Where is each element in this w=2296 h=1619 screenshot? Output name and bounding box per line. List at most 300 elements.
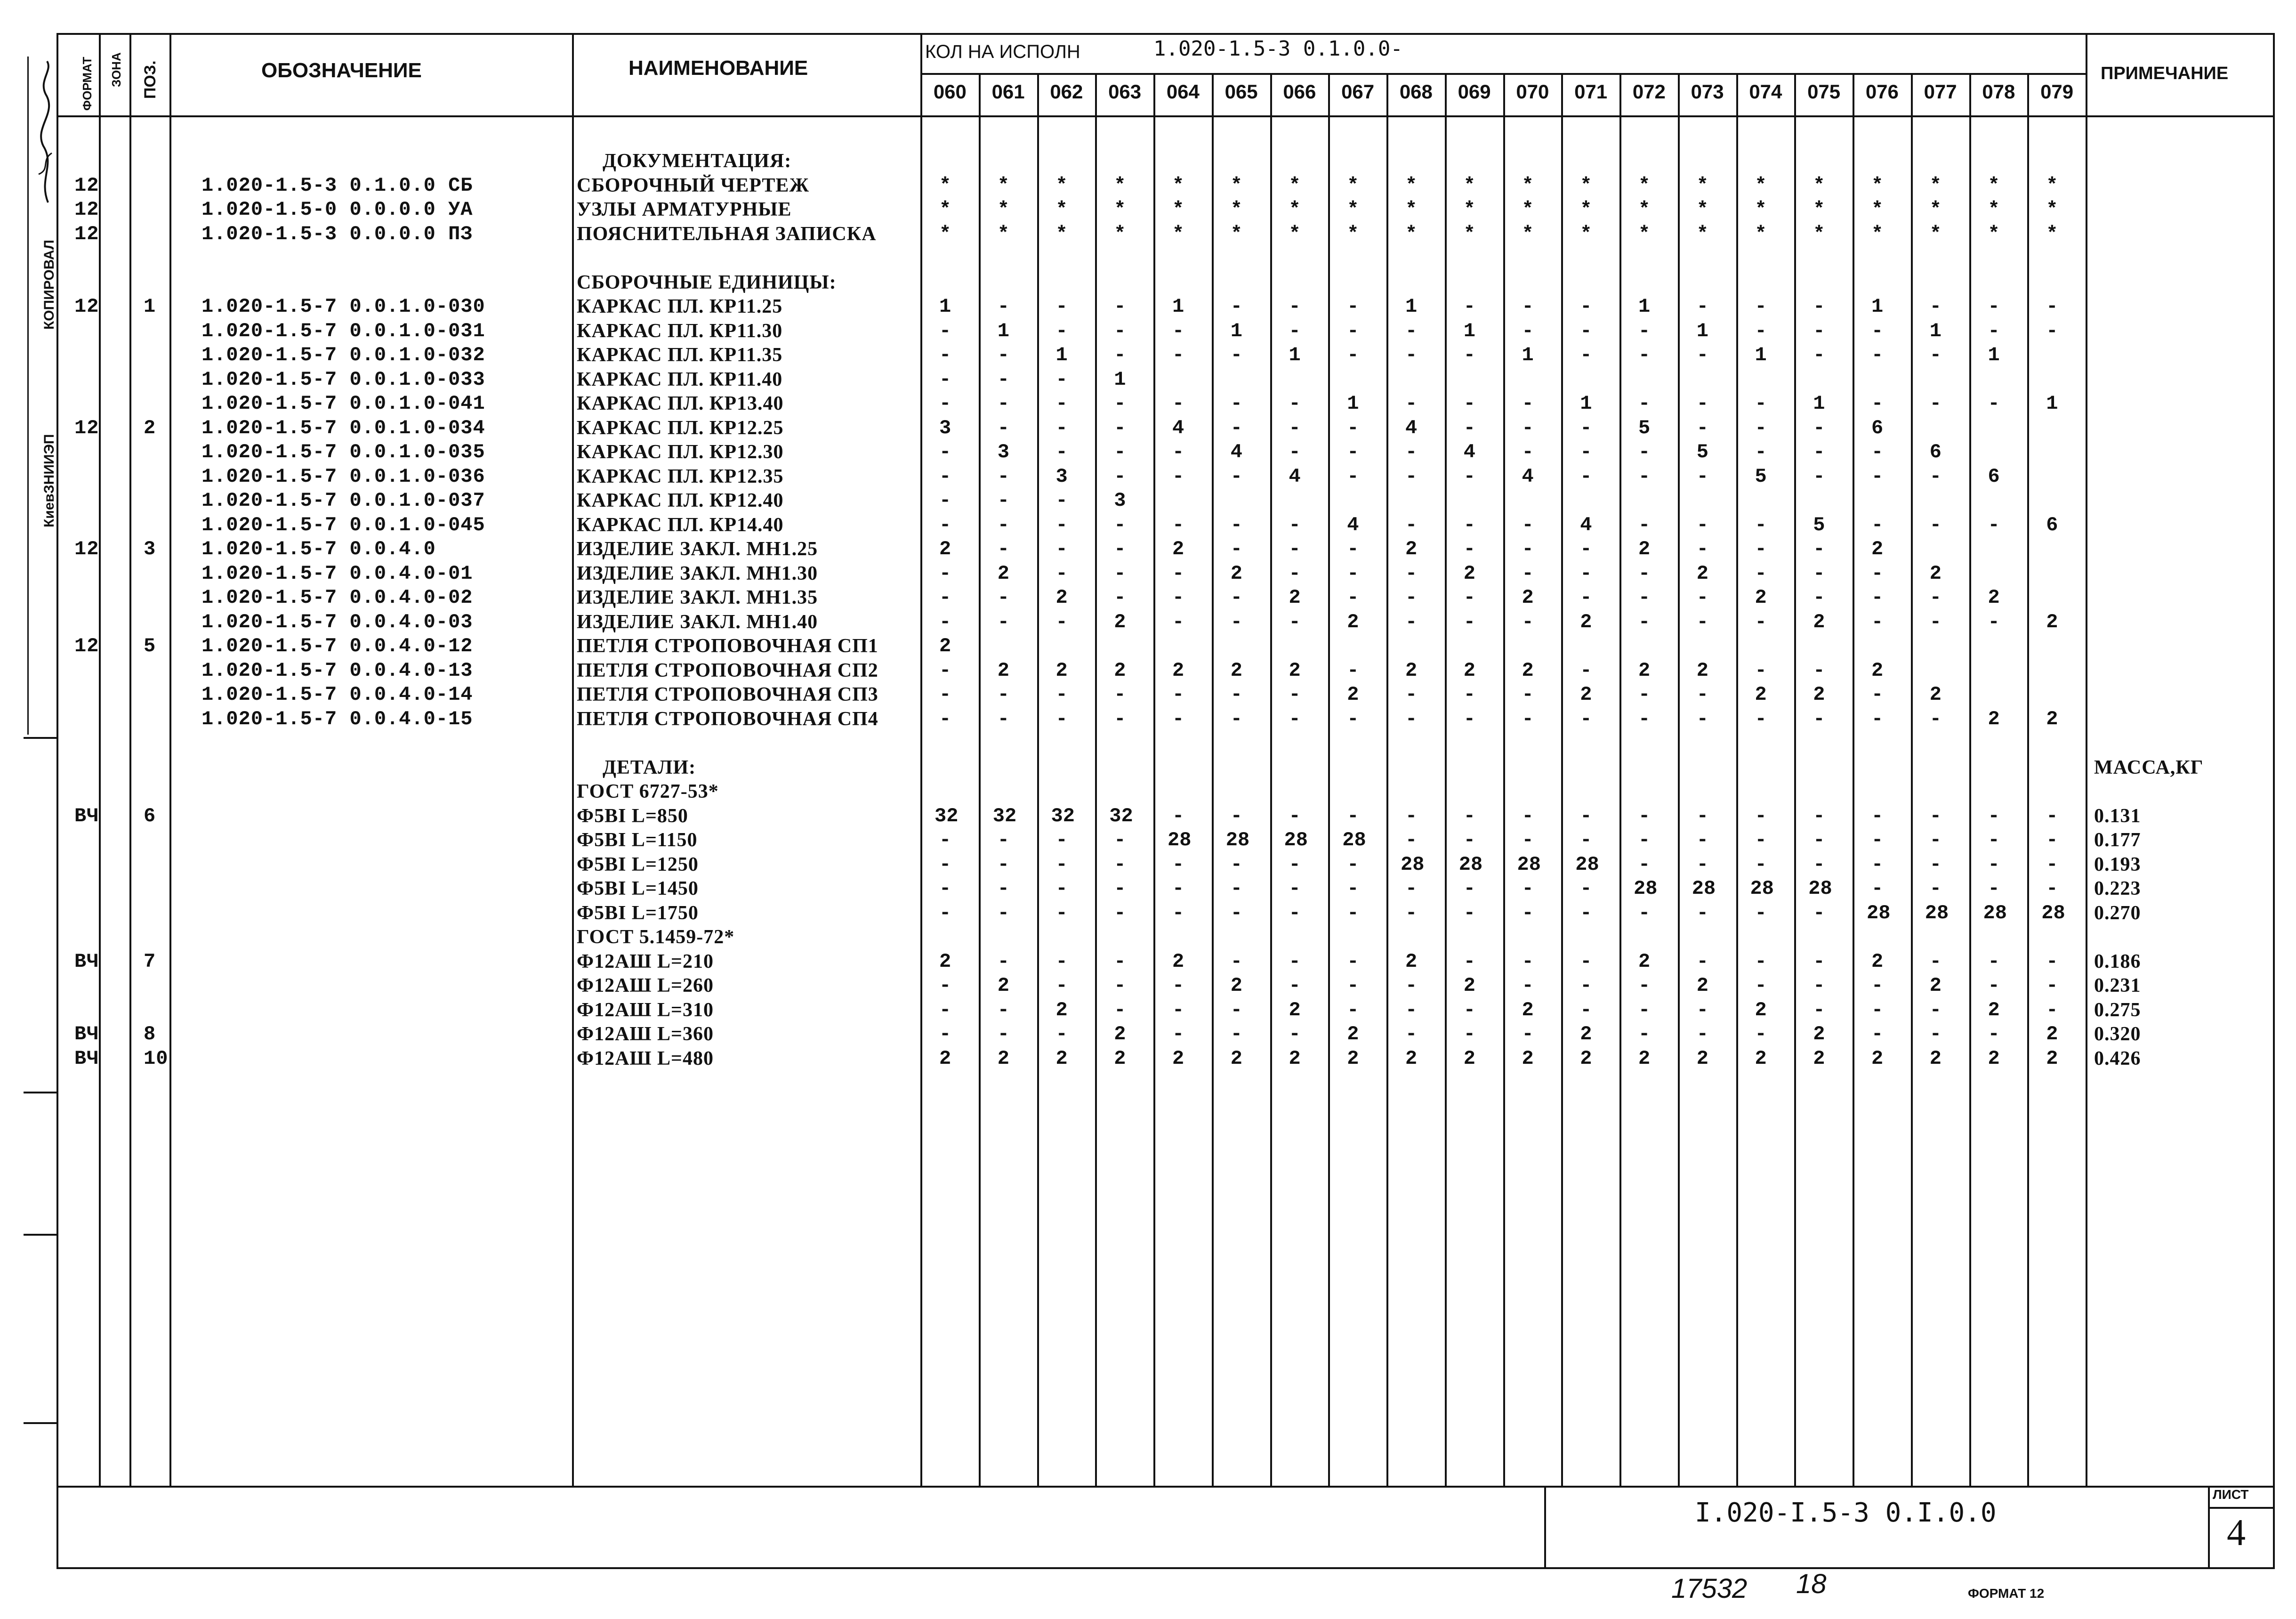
qty-cell: - xyxy=(1463,707,1475,730)
qty-cell: - xyxy=(1055,950,1068,973)
header-qty: КОЛ НА ИСПОЛН xyxy=(925,41,1080,62)
qty-cell: - xyxy=(1522,901,1534,924)
qty-cell: - xyxy=(1230,513,1242,536)
qty-cell: - xyxy=(1055,513,1068,536)
qty-cell: * xyxy=(1405,198,1418,221)
qty-cell: - xyxy=(1405,586,1418,609)
row-designation: 1.020-1.5-7 0.0.4.0-01 xyxy=(201,562,473,585)
qty-cell: 2 xyxy=(1289,586,1301,609)
qty-cell: - xyxy=(1055,901,1068,924)
qty-cell: 4 xyxy=(1230,441,1242,463)
qty-cell: - xyxy=(1755,513,1767,536)
qty-cell: - xyxy=(997,513,1009,536)
qty-cell: - xyxy=(1405,998,1418,1021)
qty-cell: * xyxy=(1055,222,1068,245)
qty-cell: * xyxy=(1522,174,1534,197)
qty-cell: 28 xyxy=(1401,853,1425,876)
qty-cell: - xyxy=(1988,295,2000,318)
qty-cell: 2 xyxy=(1347,683,1359,706)
qty-cell: - xyxy=(1114,877,1126,900)
qty-cell: - xyxy=(1522,974,1534,997)
qty-cell: - xyxy=(1055,441,1068,463)
qty-cell: 2 xyxy=(939,1047,951,1070)
qty-cell: - xyxy=(939,562,951,585)
qty-cell: - xyxy=(1172,974,1184,997)
qty-cell: - xyxy=(1696,707,1708,730)
qty-cell: - xyxy=(1289,950,1301,973)
qty-cell: - xyxy=(997,1023,1009,1045)
qty-cell: - xyxy=(1813,465,1825,488)
qty-cell: 5 xyxy=(1696,441,1708,463)
qty-cell: 1 xyxy=(1813,392,1825,415)
header-qty-code: 1.020-1.5-3 0.1.0.0- xyxy=(1153,37,1403,61)
qty-cell: - xyxy=(1580,901,1592,924)
col-line-qty-end xyxy=(2086,33,2087,1486)
header-name: НАИМЕНОВАНИЕ xyxy=(628,57,808,80)
qty-cell: - xyxy=(997,853,1009,876)
qty-cell: - xyxy=(1347,998,1359,1021)
row-format: ВЧ xyxy=(74,804,99,827)
qty-cell: - xyxy=(939,344,951,366)
qty-cell: - xyxy=(1055,392,1068,415)
qty-cell: - xyxy=(1813,659,1825,682)
qty-cell: - xyxy=(1347,562,1359,585)
row-format: 12 xyxy=(74,222,99,245)
qty-cell: - xyxy=(1813,441,1825,463)
qty-cell: 2 xyxy=(1871,950,1884,973)
row-position: 7 xyxy=(144,950,156,973)
qty-cell: - xyxy=(1289,974,1301,997)
header-zone: ЗОНА xyxy=(109,52,123,87)
qty-cell: - xyxy=(997,683,1009,706)
qty-cell: - xyxy=(1580,974,1592,997)
qty-cell: 1 xyxy=(1871,295,1884,318)
qty-cell: - xyxy=(1114,465,1126,488)
qty-cell: 4 xyxy=(1347,513,1359,536)
qty-cell: 2 xyxy=(1230,562,1242,585)
qty-cell: 2 xyxy=(939,635,951,657)
qty-cell: - xyxy=(997,998,1009,1021)
row-designation: 1.020-1.5-7 0.0.4.0 xyxy=(201,538,436,560)
qty-cell: - xyxy=(1871,513,1884,536)
qty-cell: * xyxy=(997,222,1009,245)
qty-cell: - xyxy=(1347,441,1359,463)
inventory-number: 17532 xyxy=(1671,1573,1748,1604)
row-position: 2 xyxy=(144,416,156,439)
qty-cell: 28 xyxy=(1925,901,1949,924)
qty-cell: - xyxy=(1580,586,1592,609)
qty-col-line xyxy=(979,73,981,1486)
qty-cell: - xyxy=(939,586,951,609)
qty-cell: 4 xyxy=(1522,465,1534,488)
row-name: ГОСТ 6727-53* xyxy=(577,781,719,802)
qty-cell: 28 xyxy=(1575,853,1599,876)
qty-cell: - xyxy=(1405,683,1418,706)
qty-col-line xyxy=(1969,73,1971,1486)
margin-tick xyxy=(24,1234,56,1236)
qty-cell: - xyxy=(1230,538,1242,560)
qty-cell: - xyxy=(1755,610,1767,633)
qty-cell: 28 xyxy=(1808,877,1832,900)
qty-cell: - xyxy=(1929,513,1942,536)
row-note: 0.131 xyxy=(2094,805,2141,827)
doc-code: I.020-I.5-3 0.I.0.0 xyxy=(1695,1498,1997,1528)
qty-cell: 2 xyxy=(1813,683,1825,706)
qty-cell: 3 xyxy=(997,441,1009,463)
qty-cell: 6 xyxy=(1988,465,2000,488)
qty-cell: 2 xyxy=(1755,1047,1767,1070)
qty-cell: 2 xyxy=(1871,538,1884,560)
qty-cell: - xyxy=(1172,804,1184,827)
qty-cell: - xyxy=(1230,610,1242,633)
qty-cell: - xyxy=(1871,441,1884,463)
qty-cell: - xyxy=(1580,998,1592,1021)
qty-cell: - xyxy=(939,368,951,391)
qty-cell: 28 xyxy=(2041,901,2065,924)
qty-cell: - xyxy=(1580,950,1592,973)
qty-col-line xyxy=(1095,73,1097,1486)
qty-col-line xyxy=(2027,73,2029,1486)
qty-cell: - xyxy=(1055,853,1068,876)
qty-cell: - xyxy=(1347,950,1359,973)
row-position: 3 xyxy=(144,538,156,560)
row-name: КАРКАС ПЛ. КР12.40 xyxy=(577,490,784,511)
qty-cell: 1 xyxy=(939,295,951,318)
qty-cell: - xyxy=(1055,538,1068,560)
qty-cell: 2 xyxy=(2046,610,2058,633)
qty-cell: 2 xyxy=(1114,1023,1126,1045)
qty-cell: - xyxy=(1755,659,1767,682)
qty-cell: - xyxy=(1114,538,1126,560)
qty-cell: 2 xyxy=(2046,1023,2058,1045)
qty-cell: * xyxy=(1755,222,1767,245)
qty-cell: - xyxy=(1638,586,1651,609)
qty-cell: 2 xyxy=(1055,998,1068,1021)
qty-cell: - xyxy=(997,950,1009,973)
qty-cell: 2 xyxy=(1463,1047,1475,1070)
qty-cell: - xyxy=(2046,295,2058,318)
qty-cell: - xyxy=(939,610,951,633)
qty-cell: - xyxy=(1580,441,1592,463)
qty-col-line xyxy=(1328,73,1330,1486)
qty-col-header: 076 xyxy=(1865,81,1899,103)
sheet-label: ЛИСТ xyxy=(2213,1487,2249,1502)
qty-cell: - xyxy=(939,513,951,536)
qty-cell: * xyxy=(1988,222,2000,245)
qty-cell: - xyxy=(1813,586,1825,609)
qty-col-line xyxy=(1270,73,1272,1486)
row-name: ПОЯСНИТЕЛЬНАЯ ЗАПИСКА xyxy=(577,223,877,245)
qty-col-header: 064 xyxy=(1166,81,1200,103)
qty-cell: - xyxy=(1289,901,1301,924)
frame-bottom xyxy=(56,1567,2275,1569)
qty-cell: - xyxy=(1347,295,1359,318)
qty-cell: - xyxy=(1871,877,1884,900)
qty-cell: 28 xyxy=(1750,877,1774,900)
qty-cell: 2 xyxy=(1988,1047,2000,1070)
qty-cell: - xyxy=(1289,416,1301,439)
qty-cell: - xyxy=(1055,562,1068,585)
qty-cell: * xyxy=(1929,222,1942,245)
qty-cell: - xyxy=(1405,877,1418,900)
row-name: СБОРОЧНЫЕ ЕДИНИЦЫ: xyxy=(577,271,837,293)
qty-cell: 2 xyxy=(1638,538,1651,560)
qty-cell: - xyxy=(1638,998,1651,1021)
qty-cell: - xyxy=(1114,829,1126,851)
qty-cell: 1 xyxy=(1289,344,1301,366)
qty-cell: 6 xyxy=(1929,441,1942,463)
qty-cell: - xyxy=(1638,804,1651,827)
qty-cell: * xyxy=(1696,174,1708,197)
qty-cell: - xyxy=(1871,707,1884,730)
row-name: КАРКАС ПЛ. КР11.35 xyxy=(577,344,783,366)
qty-cell: - xyxy=(1405,441,1418,463)
qty-cell: - xyxy=(1929,392,1942,415)
col-line-format xyxy=(99,33,101,1486)
qty-cell: - xyxy=(1347,538,1359,560)
row-name: ПЕТЛЯ СТРОПОВОЧНАЯ СП3 xyxy=(577,684,878,705)
qty-cell: * xyxy=(1638,198,1651,221)
qty-cell: - xyxy=(1230,950,1242,973)
qty-cell: - xyxy=(1813,804,1825,827)
qty-cell: - xyxy=(1988,513,2000,536)
qty-cell: - xyxy=(1522,707,1534,730)
qty-cell: - xyxy=(1696,1023,1708,1045)
qty-cell: - xyxy=(1638,683,1651,706)
qty-cell: - xyxy=(1580,295,1592,318)
qty-col-header: 073 xyxy=(1691,81,1724,103)
row-name: ИЗДЕЛИЕ ЗАКЛ. МН1.25 xyxy=(577,538,818,560)
qty-col-header: 075 xyxy=(1807,81,1841,103)
qty-cell: 2 xyxy=(1929,562,1942,585)
row-designation: 1.020-1.5-7 0.0.1.0-041 xyxy=(201,392,485,415)
row-name: Ф12АШ L=260 xyxy=(577,975,714,996)
qty-cell: 2 xyxy=(1638,950,1651,973)
qty-cell: 2 xyxy=(1172,1047,1184,1070)
qty-cell: 2 xyxy=(1463,974,1475,997)
qty-cell: - xyxy=(1580,707,1592,730)
qty-cell: 28 xyxy=(1517,853,1541,876)
qty-cell: - xyxy=(1347,707,1359,730)
qty-cell: 2 xyxy=(997,974,1009,997)
qty-col-line xyxy=(1736,73,1738,1486)
qty-cell: - xyxy=(1463,877,1475,900)
qty-cell: 2 xyxy=(1055,586,1068,609)
qty-cell: - xyxy=(1696,610,1708,633)
qty-cell: - xyxy=(1580,319,1592,342)
qty-cell: - xyxy=(1289,295,1301,318)
row-designation: 1.020-1.5-3 0.1.0.0 СБ xyxy=(201,174,473,197)
qty-cell: - xyxy=(1172,1023,1184,1045)
qty-cell: - xyxy=(1929,998,1942,1021)
qty-cell: - xyxy=(1289,319,1301,342)
qty-cell: - xyxy=(1813,562,1825,585)
row-name: ДЕТАЛИ: xyxy=(603,756,696,778)
qty-cell: - xyxy=(1696,465,1708,488)
qty-cell: * xyxy=(1289,198,1301,221)
qty-cell: - xyxy=(1522,441,1534,463)
qty-cell: - xyxy=(1055,610,1068,633)
qty-col-header: 071 xyxy=(1574,81,1608,103)
qty-cell: 1 xyxy=(1580,392,1592,415)
qty-cell: - xyxy=(1463,829,1475,851)
qty-cell: * xyxy=(1988,198,2000,221)
qty-cell: - xyxy=(1405,901,1418,924)
qty-cell: 1 xyxy=(1988,344,2000,366)
row-note: 0.223 xyxy=(2094,878,2141,899)
qty-cell: - xyxy=(1463,901,1475,924)
qty-cell: - xyxy=(2046,829,2058,851)
qty-col-header: 077 xyxy=(1924,81,1957,103)
qty-cell: - xyxy=(1813,538,1825,560)
qty-cell: - xyxy=(1463,683,1475,706)
row-name: Ф5ВI L=1250 xyxy=(577,853,699,875)
qty-cell: 2 xyxy=(1347,1023,1359,1045)
qty-cell: 2 xyxy=(1813,610,1825,633)
row-format: 12 xyxy=(74,416,99,439)
qty-cell: - xyxy=(1871,319,1884,342)
row-designation: 1.020-1.5-7 0.0.1.0-037 xyxy=(201,489,485,512)
qty-col-header: 072 xyxy=(1632,81,1666,103)
qty-cell: - xyxy=(1114,562,1126,585)
qty-cell: - xyxy=(1172,707,1184,730)
header-note: ПРИМЕЧАНИЕ xyxy=(2101,64,2229,83)
qty-cell: - xyxy=(1988,877,2000,900)
qty-cell: - xyxy=(1347,344,1359,366)
qty-cell: 2 xyxy=(997,1047,1009,1070)
row-designation: 1.020-1.5-7 0.0.4.0-03 xyxy=(201,610,473,633)
qty-col-line xyxy=(1794,73,1796,1486)
qty-cell: - xyxy=(1755,1023,1767,1045)
qty-cell: - xyxy=(1755,901,1767,924)
qty-cell: 2 xyxy=(1522,659,1534,682)
row-designation: 1.020-1.5-3 0.0.0.0 ПЗ xyxy=(201,222,473,245)
qty-cell: * xyxy=(1230,222,1242,245)
qty-cell: - xyxy=(1405,610,1418,633)
qty-cell: - xyxy=(1114,901,1126,924)
qty-cell: - xyxy=(1929,853,1942,876)
qty-cell: 2 xyxy=(1405,1047,1418,1070)
qty-cell: - xyxy=(997,877,1009,900)
row-designation: 1.020-1.5-7 0.0.1.0-032 xyxy=(201,344,485,366)
qty-cell: - xyxy=(1755,392,1767,415)
qty-cell: 2 xyxy=(1172,950,1184,973)
qty-cell: - xyxy=(1871,586,1884,609)
qty-cell: - xyxy=(1230,853,1242,876)
qty-cell: - xyxy=(939,489,951,512)
row-note: МАССА,КГ xyxy=(2094,756,2204,778)
qty-cell: - xyxy=(1871,610,1884,633)
qty-cell: * xyxy=(1522,222,1534,245)
qty-cell: * xyxy=(1755,198,1767,221)
qty-cell: - xyxy=(939,392,951,415)
qty-cell: 28 xyxy=(1634,877,1658,900)
qty-cell: - xyxy=(1230,683,1242,706)
qty-cell: - xyxy=(1055,319,1068,342)
qty-cell: 5 xyxy=(1813,513,1825,536)
qty-cell: * xyxy=(1522,198,1534,221)
qty-cell: - xyxy=(1230,1023,1242,1045)
qty-cell: - xyxy=(1463,1023,1475,1045)
qty-cell: 4 xyxy=(1289,465,1301,488)
row-designation: 1.020-1.5-7 0.0.4.0-02 xyxy=(201,586,473,609)
handwritten-signature xyxy=(29,57,62,207)
qty-cell: - xyxy=(1929,877,1942,900)
header-format: ФОРМАТ xyxy=(80,57,94,111)
qty-col-header: 062 xyxy=(1050,81,1083,103)
qty-cell: - xyxy=(1405,392,1418,415)
qty-cell: - xyxy=(1405,974,1418,997)
qty-cell: * xyxy=(1289,174,1301,197)
qty-cell: 2 xyxy=(1114,610,1126,633)
qty-col-header: 063 xyxy=(1108,81,1142,103)
qty-cell: - xyxy=(1230,804,1242,827)
qty-cell: - xyxy=(1696,901,1708,924)
qty-cell: * xyxy=(1114,222,1126,245)
qty-cell: 28 xyxy=(1692,877,1716,900)
qty-cell: 32 xyxy=(1051,804,1075,827)
row-position: 6 xyxy=(144,804,156,827)
qty-cell: - xyxy=(1347,804,1359,827)
qty-cell: 2 xyxy=(1871,1047,1884,1070)
qty-cell: - xyxy=(2046,974,2058,997)
qty-cell: 2 xyxy=(1929,683,1942,706)
row-note: 0.193 xyxy=(2094,853,2141,875)
row-name: КАРКАС ПЛ. КР11.30 xyxy=(577,320,783,342)
qty-col-line xyxy=(1386,73,1388,1486)
row-name: ИЗДЕЛИЕ ЗАКЛ. МН1.30 xyxy=(577,562,818,584)
qty-cell: - xyxy=(1463,416,1475,439)
row-position: 10 xyxy=(144,1047,169,1070)
qty-cell: - xyxy=(1813,901,1825,924)
qty-cell: * xyxy=(997,198,1009,221)
qty-cell: 2 xyxy=(1929,1047,1942,1070)
qty-cell: - xyxy=(2046,950,2058,973)
qty-cell: - xyxy=(1405,562,1418,585)
qty-cell: * xyxy=(2046,222,2058,245)
row-name: Ф12АШ L=210 xyxy=(577,950,714,972)
qty-cell: * xyxy=(1871,198,1884,221)
qty-cell: 2 xyxy=(1055,1047,1068,1070)
qty-cell: - xyxy=(1289,853,1301,876)
qty-cell: - xyxy=(1114,441,1126,463)
qty-cell: - xyxy=(1172,853,1184,876)
qty-cell: - xyxy=(1347,853,1359,876)
qty-cell: - xyxy=(1871,829,1884,851)
qty-cell: 2 xyxy=(1929,974,1942,997)
qty-cell: - xyxy=(1813,974,1825,997)
qty-cell: 2 xyxy=(1405,950,1418,973)
qty-cell: - xyxy=(1988,950,2000,973)
qty-cell: 2 xyxy=(1289,659,1301,682)
qty-cell: 2 xyxy=(1638,659,1651,682)
qty-cell: - xyxy=(1696,392,1708,415)
qty-cell: - xyxy=(1580,416,1592,439)
qty-cell: - xyxy=(1696,295,1708,318)
qty-cell: * xyxy=(1114,198,1126,221)
row-note: 0.186 xyxy=(2094,950,2141,972)
qty-cell: - xyxy=(1871,562,1884,585)
qty-cell: - xyxy=(1871,974,1884,997)
qty-cell: * xyxy=(1871,174,1884,197)
qty-cell: - xyxy=(1929,586,1942,609)
side-stamp-org: КиевЗНИИЭП xyxy=(41,434,57,527)
margin-tick xyxy=(24,1422,56,1424)
qty-cell: 2 xyxy=(1988,998,2000,1021)
row-designation: 1.020-1.5-7 0.0.1.0-033 xyxy=(201,368,485,391)
row-name: КАРКАС ПЛ. КР12.35 xyxy=(577,465,784,487)
row-format: ВЧ xyxy=(74,950,99,973)
